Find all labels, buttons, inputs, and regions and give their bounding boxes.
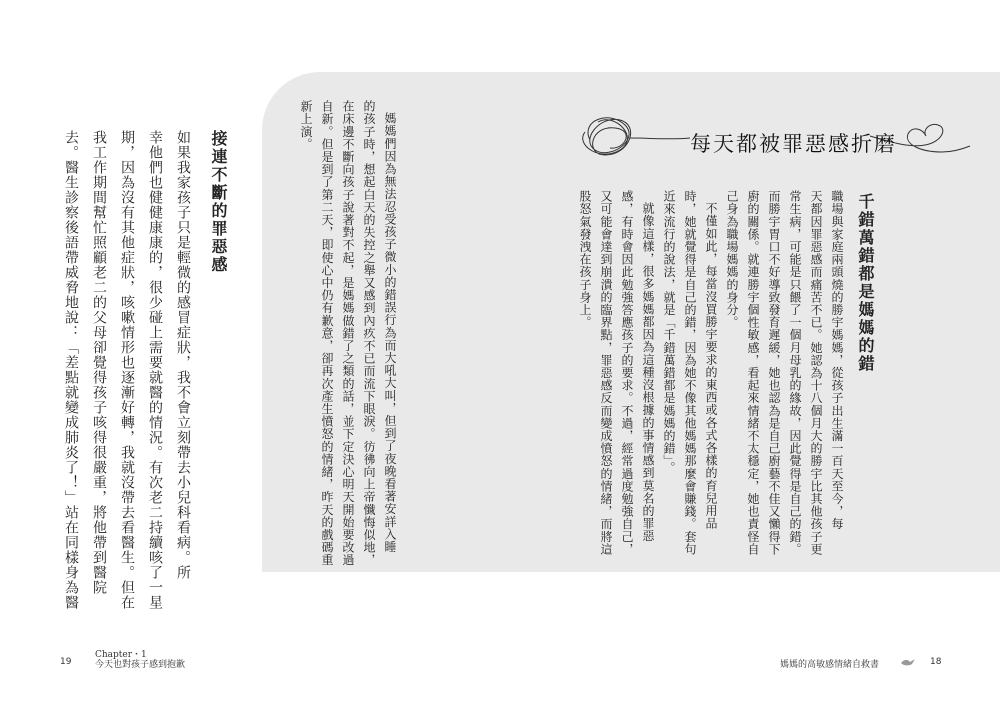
paragraph-line: 幸他們也健健康康的，很少碰上需要就醫的情況。有次老二持續咳了一星	[147, 130, 163, 610]
section-heading: 接連不斷的罪惡感	[209, 130, 228, 274]
right-page-body	[579, 190, 843, 555]
paragraph-line: 股怒氣發洩在孩子身上。	[578, 190, 592, 329]
paragraph-line: 廚的關係。就連勝宇個性敏感，看起來情緒不太穩定，她也責怪自	[746, 190, 760, 556]
paragraph-line: 又可能會達到崩潰的臨界點，罪惡感反而變成憤怒的情緒，而將這	[599, 190, 613, 556]
left-footer-page-number: 19	[60, 657, 72, 667]
left-footer-chapter: Chapter・1	[95, 650, 147, 660]
sub-heading: 千錯萬錯都是媽媽的錯	[856, 193, 875, 373]
paragraph-line: 天都因罪惡感而痛苦不已。她認為十八個月大的勝宇比其他孩子更	[809, 190, 823, 556]
paragraph-line: 在床邊不斷向孩子說著對不起，是媽媽做錯了之類的話，並下定決心明天開始要改過	[341, 100, 355, 567]
right-footer-book-title: 媽媽的高敏感情緒自救書	[780, 660, 880, 670]
paragraph-line: 感，有時會因此勉強答應孩子的要求。不過，經常過度勉強自己，	[620, 190, 634, 556]
paragraph-line: 近來流行的說法，就是「千錯萬錯都是媽媽的錯」。	[662, 190, 676, 474]
paragraph-line: 自新。但是到了第二天，即使心中仍有歉意，卻再次產生憤怒的情緒，昨天的戲碼重	[320, 100, 334, 567]
paragraph-line: 不僅如此，每當沒買勝宇要求的東西或各式各樣的育兒用品	[704, 202, 718, 530]
paragraph-line: 媽媽們因為無法忍受孩子微小的錯誤行為而大吼大叫，但到了夜晚看著安詳入睡	[383, 112, 397, 553]
right-page-body-continued	[300, 100, 396, 566]
paragraph-line: 期，因為沒有其他症狀，咳嗽情形也逐漸好轉，我就沒帶去看醫生。但在	[119, 130, 135, 610]
right-footer-page-number: 18	[930, 657, 942, 667]
panel-title: 每天都被罪惡感折磨	[690, 132, 897, 156]
paragraph-line: 的孩子時，想起白天的失控之舉又感到內疚不已而流下眼淚。彷彿向上帝懺悔似地，	[362, 100, 376, 567]
paragraph-line: 而勝宇胃口不好導致發育遲緩，她也認為是自己廚藝不佳又懶得下	[767, 190, 781, 556]
paragraph-line: 就像這樣，很多媽媽都因為這種沒根據的事情感到莫名的罪惡	[641, 202, 655, 543]
left-footer-chapter-title: 今天也對孩子感到抱歉	[95, 660, 186, 670]
paragraph-line: 新上演。	[299, 100, 313, 151]
bird-icon	[900, 657, 916, 667]
paragraph-line: 己身為職場媽媽的身分。	[725, 190, 739, 329]
paragraph-line: 職場與家庭兩頭燒的勝宇媽媽，從孩子出生滿一百天至今，每	[830, 190, 844, 531]
paragraph-line: 如果我家孩子只是輕微的感冒症狀，我不會立刻帶去小兒科看病。所	[175, 130, 191, 580]
paragraph-line: 時，她就覺得是自己的錯，因為她不像其他媽媽那麼會賺錢。套句	[683, 190, 697, 556]
paragraph-line: 常生病，可能是只餵了一個月母乳的緣故，因此覺得是自己的錯。	[788, 190, 802, 556]
left-page-body	[64, 130, 190, 610]
paragraph-line: 去。醫生診察後語帶威脅地說：「差點就變成肺炎了！」站在同樣身為醫	[63, 130, 79, 610]
paragraph-line: 我工作期間幫忙照顧老二的父母卻覺得孩子咳得很嚴重，將他帶到醫院	[91, 130, 107, 595]
